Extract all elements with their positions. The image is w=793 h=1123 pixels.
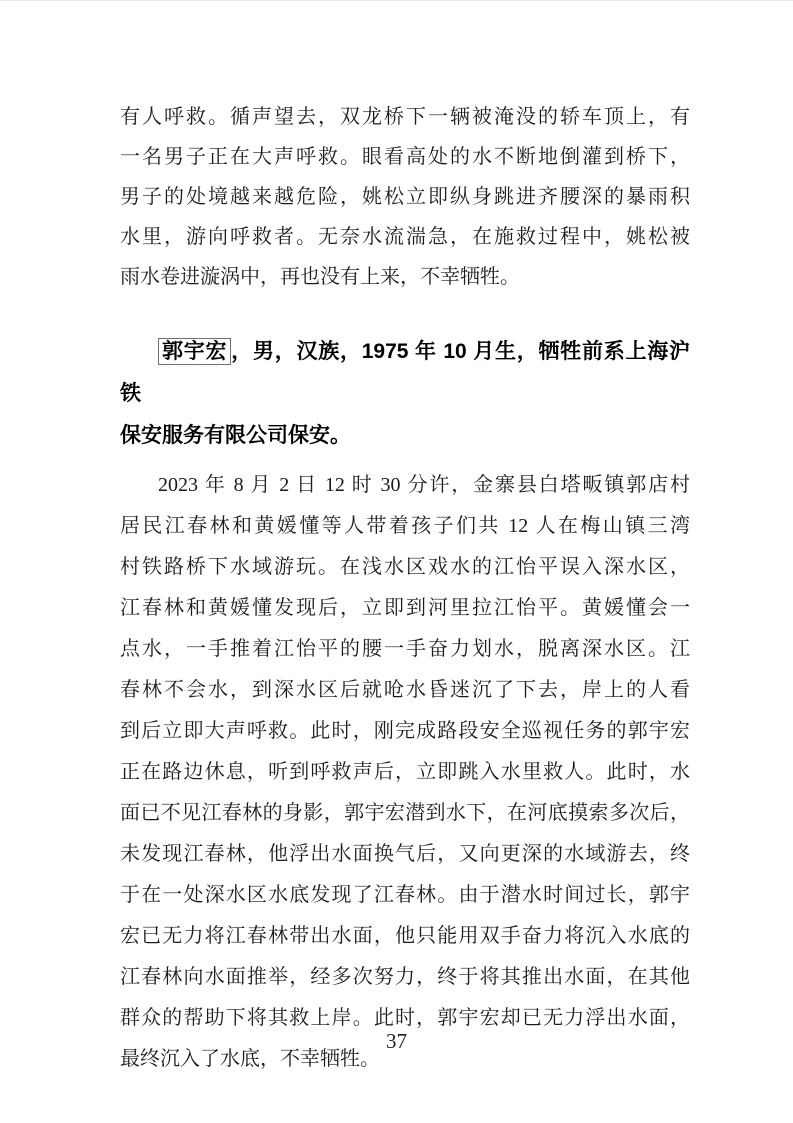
boxed-name: 郭宇宏 (158, 338, 231, 365)
text-line: 未发现江春林，他浮出水面换气后，又向更深的水域游去，终 (120, 843, 690, 865)
paragraph-guoyuhong-intro (120, 331, 690, 457)
text-line: 江春林向水面推举，经多次努力，终于将其推出水面，在其他 (120, 966, 690, 988)
text-line: 郭宇宏 ，男，汉族，1975 年 10 月生，牺牲前系上海沪铁 (120, 340, 691, 405)
text-line: 最终沉入了水底，不幸牺牲。 (120, 1048, 380, 1070)
text-line: 男子的处境越来越危险，姚松立即纵身跳进齐腰深的暴雨积 (120, 186, 690, 208)
text-line: 到后立即大声呼救。此时，刚完成路段安全巡视任务的郭宇宏 (120, 720, 690, 742)
paragraph-yaosong-continuation (120, 97, 690, 297)
text-line: 有人呼救。循声望去，双龙桥下一辆被淹没的轿车顶上，有 (120, 106, 690, 128)
text-line: 正在路边休息，听到呼救声后，立即跳入水里救人。此时，水 (120, 761, 690, 783)
text-line: 水里，游向呼救者。无奈水流湍急，在施救过程中，姚松被 (120, 226, 690, 248)
text-line: 雨水卷进漩涡中，再也没有上来，不幸牺牲。 (120, 266, 520, 288)
page-number: 37 (386, 1029, 407, 1053)
text-line: 宏已无力将江春林带出水面，他只能用双手奋力将沉入水底的 (120, 925, 690, 947)
text-line: 居民江春林和黄媛懂等人带着孩子们共 12 人在梅山镇三湾 (120, 515, 690, 537)
text-line: 村铁路桥下水域游玩。在浅水区戏水的江怡平误入深水区， (120, 556, 690, 578)
text-line: 群众的帮助下将其救上岸。此时，郭宇宏却已无力浮出水面， (120, 1007, 690, 1029)
text-line: 2023 年 8 月 2 日 12 时 30 分许，金寨县白塔畈镇郭店村 (158, 474, 690, 496)
text-line: 春林不会水，到深水区后就呛水昏迷沉了下去，岸上的人看 (120, 679, 690, 701)
text-line: 江春林和黄媛懂发现后，立即到河里拉江怡平。黄媛懂会一 (120, 597, 690, 619)
text-line: 于在一处深水区水底发现了江春林。由于潜水时间过长，郭宇 (120, 884, 690, 906)
text-line: 一名男子正在大声呼救。眼看高处的水不断地倒灌到桥下， (120, 146, 690, 168)
text-line: 保安服务有限公司保安。 (120, 424, 351, 447)
paragraph-guoyuhong-story (120, 465, 690, 1080)
document-content (120, 97, 690, 1080)
text-line: 点水，一手推着江怡平的腰一手奋力划水，脱离深水区。江 (120, 638, 690, 660)
text-line: 面已不见江春林的身影，郭宇宏潜到水下，在河底摸索多次后， (120, 802, 690, 824)
